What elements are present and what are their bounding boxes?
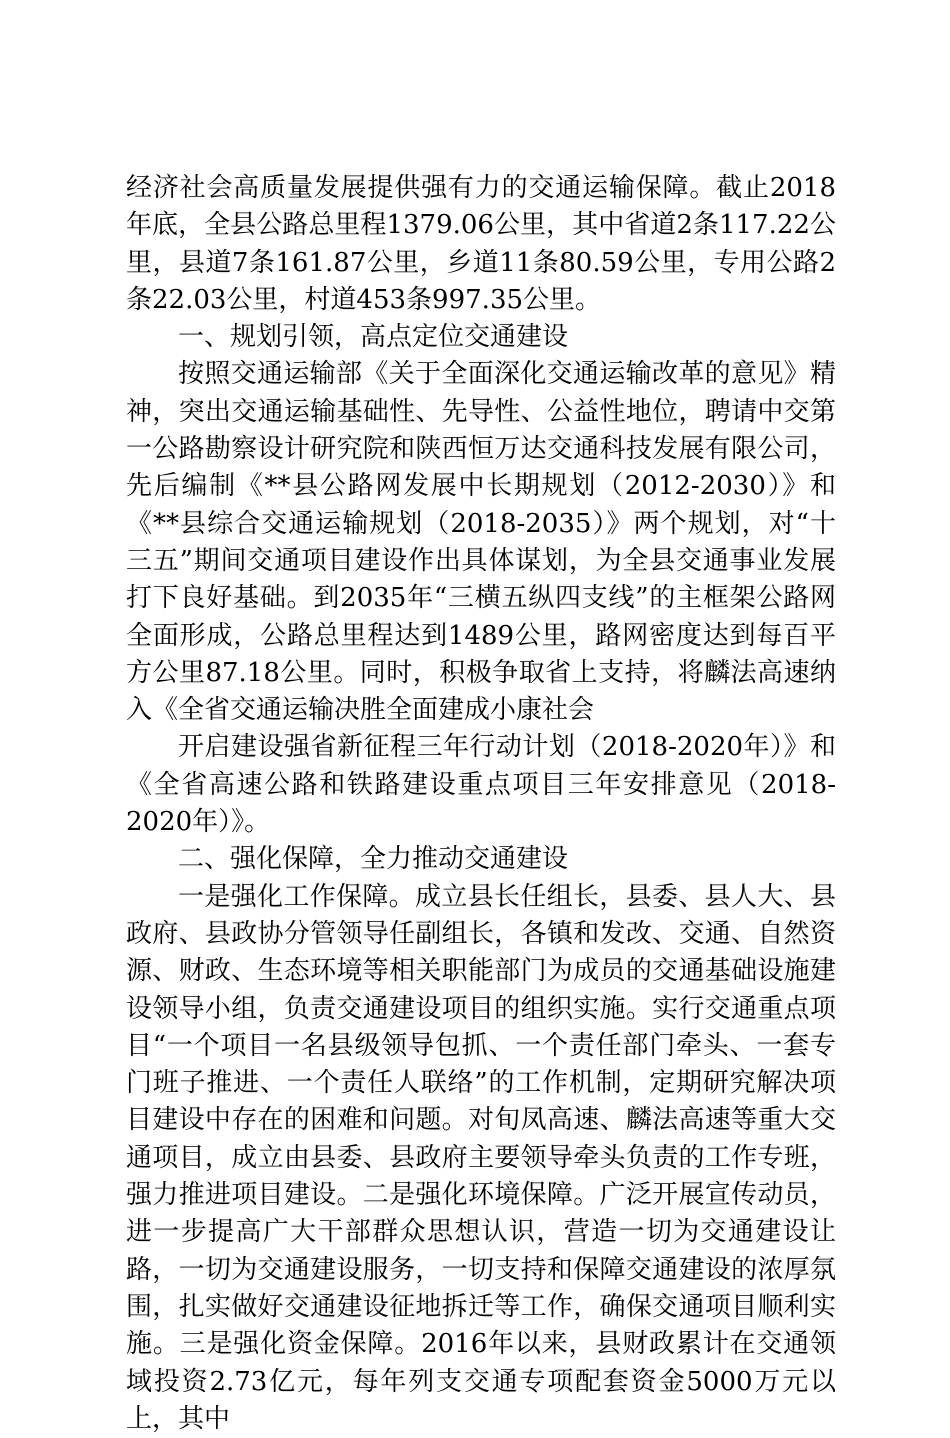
section-heading-1: 一、规划引领，高点定位交通建设 [178,322,569,353]
paragraph-planning: 按照交通运输部《关于全面深化交通运输改革的意见》精神，突出交通运输基础性、先导性、公益性地位，聘请中交第一公路勘察设计研究院和陕西恒万达交通科技发展有限公司，先后编制《**县公路网发展中长期规划（2012-2030）》和《**县综合交通运输规划（2018-2035）》两个规划，对“十三五”期间交通项目建设作出具体谋划，为全县交通事业发展打下良好基础。到2035年“三横五纵四支线”的主框架公路网全面形成，公路总里程达到1489公里，路网密度达到每百平方公里87.18公里。同时，积极争取省上支持，将麟法高速纳入《全省交通运输决胜全面建成小康社会 [126,359,836,726]
paragraph-intro: 经济社会高质量发展提供强有力的交通运输保障。截止2018年底，全县公路总里程1379.06公里，其中省道2条117.22公里，县道7条161.87公里，乡道11条80.59公里，专用公路2条22.03公里，村道453条997.35公里。 [126,173,836,315]
section-heading-2: 二、强化保障，全力推动交通建设 [178,844,569,875]
paragraph-guarantee: 一是强化工作保障。成立县长任组长，县委、县人大、县政府、县政协分管领导任副组长，各镇和发改、交通、自然资源、财政、生态环境等相关职能部门为成员的交通基础设施建设领导小组，负责交通建设项目的组织实施。实行交通重点项目“一个项目一名县级领导包抓、一个责任部门牵头、一套专门班子推进、一个责任人联络”的工作机制，定期研究解决项目建设中存在的困难和问题。对旬凤高速、麟法高速等重大交通项目，成立由县委、县政府主要领导牵头负责的工作专班，强力推进项目建设。二是强化环境保障。广泛开展宣传动员，进一步提高广大干部群众思想认识，营造一切为交通建设让路，一切为交通建设服务，一切支持和保障交通建设的浓厚氛围，扎实做好交通建设征地拆迁等工作，确保交通项目顺利实施。三是强化资金保障。2016年以来，县财政累计在交通领域投资2.73亿元，每年列支交通专项配套资金5000万元以上，其中 [126,881,836,1434]
document-page [126,170,836,1438]
paragraph-action-plan: 开启建设强省新征程三年行动计划（2018-2020年）》和《全省高速公路和铁路建设重点项目三年安排意见（2018-2020年）》。 [126,732,836,838]
